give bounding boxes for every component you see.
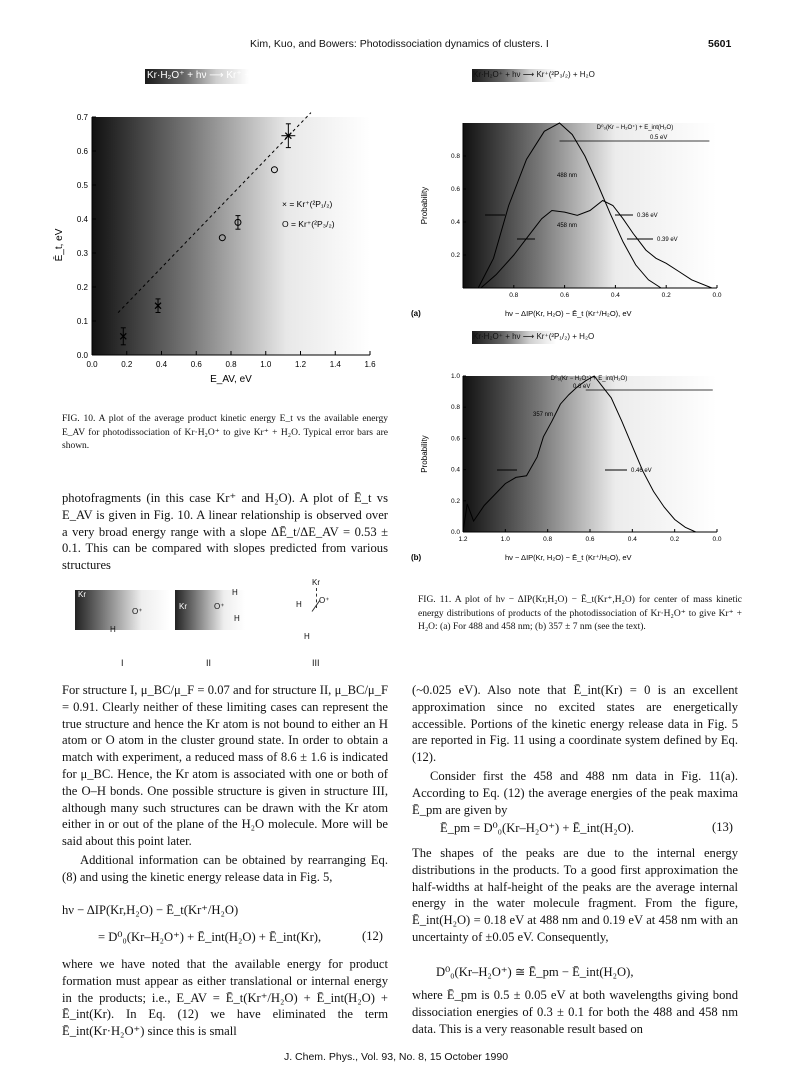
structure-label-I: I: [121, 658, 124, 668]
fig11a-y-tick-label: 0.8: [450, 153, 460, 160]
fig11b-panel-label: (b): [411, 553, 422, 562]
structure-I-o: O⁺: [132, 607, 143, 616]
equation-12-line2: = D⁰₀(Kr–H₂O⁺) + Ē_int(H₂O) + Ē_int(Kr),: [98, 930, 322, 944]
equation-13-number: (13): [712, 820, 733, 834]
fig10-y-tick-label: 0.0: [76, 351, 88, 360]
fig10-x-tick-label: 0.0: [86, 360, 98, 369]
fig11a-y-tick-label: 0.4: [450, 219, 460, 226]
fig11a-x-tick-label: 0.4: [610, 292, 620, 299]
right-paragraph-2: Consider first the 458 and 488 nm data in Fig. 11(a). According to Eq. (12) the average energies of the peak maxima Ē_pm are given by: [412, 769, 738, 817]
fig11a-label-488: 488 nm: [557, 173, 578, 179]
fig11a-y-tick-label: 0.6: [450, 186, 460, 193]
fig10-y-tick-label: 0.3: [76, 249, 88, 258]
fig11a-label-036: 0.36 eV: [637, 213, 658, 219]
fig11a-x-tick-label: 0.6: [560, 292, 570, 299]
fig11a-chart: [405, 115, 725, 330]
structure-II-h2: H: [234, 614, 240, 623]
structure-label-III: III: [312, 658, 320, 668]
structure-II-h: H: [232, 588, 238, 597]
fig10-y-tick-label: 0.5: [76, 181, 88, 190]
fig10-y-tick-label: 0.4: [76, 215, 88, 224]
page-number: 5601: [708, 38, 732, 50]
fig11b-y-tick-label: 0.0: [450, 529, 460, 536]
fig10-plot-background: [92, 117, 370, 355]
fig11b-y-label: Probability: [420, 435, 429, 473]
fig10-y-label: Ē_t, eV: [54, 228, 65, 262]
fig11a-reaction: Kr·H₂O⁺ + hν ⟶ Kr⁺(²P₃/₂) + H₂O: [473, 70, 595, 79]
equation-12-number: (12): [362, 929, 383, 943]
fig11a-label-039: 0.39 eV: [657, 237, 678, 243]
fig11a-annot-d0: D⁰₀(Kr − H₂O⁺) + E_int(H₂O): [596, 125, 674, 131]
fig10-caption: FIG. 10. A plot of the average product kinetic energy E_t vs the available energy E_AV for photodissociation of Kr·H₂O⁺ to give Kr⁺ + H₂O. Typical error bars are shown.: [62, 414, 388, 451]
fig11b-label-046: 0.46 eV: [631, 468, 652, 474]
structure-I-kr: Kr: [78, 590, 86, 599]
fig10-legend-o: O = Kr⁺(²P₃/₂): [282, 219, 335, 229]
structure-II-o: O⁺: [214, 602, 225, 611]
right-paragraph-3: The shapes of the peaks are due to the internal energy distributions in the products. To a good first approximation the half-widths at half-height of the peaks are the average internal energy in the water molecule fragment. From the figure, Ē_int(H₂O) = 0.18 eV at 488 nm and 0.19 eV at 458 nm with an uncertainty of ±0.05 eV. Consequently,: [412, 846, 738, 944]
fig10-x-tick-label: 0.4: [155, 360, 168, 369]
fig11b-annot-d0: D⁰₀(Kr − H₂O⁺) + E_int(H₂O): [550, 376, 628, 382]
structure-label-II: II: [206, 658, 212, 668]
left-paragraph-2: For structure I, μ_BC/μ_F = 0.07 and for structure II, μ_BC/μ_F = 0.91. Clearly neither of these limiting cases can represent the true structure and hence the Kr atom is not bound to either an H atom or O atom in the cluster ground state. In order to obtain a match with experiment, a reduced mass of 8.6 ± 1.6 is indicated for μ_BC. Hence, the Kr atom is associated with one or both of the O–H bonds. One possible structure is given in structure III, although many such structures can be drawn with the Kr atom either in or out of the plane of the H₂O molecule. More will be said about this point later.: [62, 683, 388, 849]
fig11a-x-label: hν − ΔIP(Kr, H₂O) − Ē_t (Kr⁺/H₂O), eV: [505, 309, 632, 318]
right-paragraph-1: (~0.025 eV). Also note that Ē_int(Kr) = 0 is an excellent approximation since no excited states are energetically accessible. Portions of the kinetic energy release data in Fig. 5 are reported in Fig. 11 using a coordinate system defined by Eq. (12).: [412, 683, 738, 765]
fig10-x-tick-label: 0.2: [121, 360, 133, 369]
journal-footer: J. Chem. Phys., Vol. 93, No. 8, 15 October 1990: [283, 1051, 509, 1063]
fig11b-x-tick-label: 0.2: [670, 536, 680, 543]
equation-12-line1: hν − ΔIP(Kr,H₂O) − Ē_t(Kr⁺/H₂O): [62, 903, 239, 917]
fig11a-x-tick-label: 0.2: [661, 292, 671, 299]
fig11b-x-tick-label: 0.4: [627, 536, 637, 543]
fig11b-plot-background: [463, 376, 717, 532]
fig11b-annot-width: 0.6 eV: [573, 384, 591, 390]
fig10-reaction: Kr·H₂O⁺ + hν ⟶ Kr⁺ + H₂O: [147, 70, 272, 81]
fig11b-x-tick-label: 1.2: [458, 536, 468, 543]
structure-III-kr: Kr: [312, 578, 320, 587]
right-paragraph-4: where Ē_pm is 0.5 ± 0.05 eV at both wavelengths giving bond dissociation energies of 0.3 ± 0.1 for both the 488 and 458 nm data. This is a very reasonable result based on: [412, 988, 738, 1036]
fig11a-plot-background: [463, 123, 717, 288]
fig11a-y-tick-label: 0.2: [450, 252, 460, 259]
fig10-chart: [50, 105, 380, 385]
fig11b-reaction: Kr·H₂O⁺ + hν ⟶ Kr⁺(²P₁/₂) + H₂O: [473, 332, 595, 341]
fig11-caption: FIG. 11. A plot of hν − ΔIP(Kr,H₂O) − Ē_t(Kr⁺,H₂O) for center of mass kinetic energy distributions of products of the photodissociation of Kr·H₂O⁺ to give Kr⁺ + H₂O: (a) For 488 and 458 nm; (b) 357 ± 7 nm (see the text).: [418, 595, 742, 632]
structure-I: [75, 590, 170, 630]
fig11b-label-357: 357 nm: [533, 412, 554, 418]
fig11a-annot-width: 0.5 eV: [650, 135, 668, 141]
fig10-y-tick-label: 0.2: [76, 283, 88, 292]
fig11b-y-tick-label: 0.2: [450, 497, 460, 505]
structure-II-kr: Kr: [179, 602, 187, 611]
left-paragraph-3: Additional information can be obtained by rearranging Eq. (8) and using the kinetic energy release data in Fig. 5,: [62, 853, 388, 884]
fig11b-x-tick-label: 1.0: [500, 536, 510, 543]
fig11a-y-label: Probability: [420, 186, 429, 225]
fig10-y-tick-label: 0.6: [76, 147, 88, 156]
structure-III-o: O⁺: [319, 596, 330, 605]
fig11b-y-tick-label: 0.8: [450, 404, 460, 412]
left-paragraph-4: where we have noted that the available energy for product formation must appear as either translational or internal energy in the products; i.e., E_AV = Ē_t(Kr⁺/H₂O) + Ē_int(H₂O) + Ē_int(Kr). In Eq. (12) we have eliminated the term Ē_int(Kr·H₂O⁺) since this is small: [62, 957, 388, 1039]
structure-I-h: H: [110, 625, 116, 634]
fig11b-x-label: hν − ΔIP(Kr, H₂O) − Ē_t (Kr⁺/H₂O), eV: [505, 553, 632, 562]
fig10-legend-x: × = Kr⁺(²P₁/₂): [282, 199, 333, 209]
fig10-x-tick-label: 1.2: [294, 360, 307, 369]
fig10-x-tick-label: 0.6: [190, 360, 202, 369]
fig10-y-tick-label: 0.7: [76, 113, 88, 122]
equation-13: Ē_pm = D⁰₀(Kr–H₂O⁺) + Ē_int(H₂O).: [440, 821, 635, 835]
fig11a-x-tick-label: 0.8: [509, 292, 519, 299]
fig10-y-tick-label: 0.1: [76, 317, 88, 326]
fig11b-x-tick-label: 0.6: [585, 536, 595, 543]
fig10-x-tick-label: 1.0: [260, 360, 272, 369]
fig10-x-tick-label: 1.4: [329, 360, 341, 369]
fig11a-label-458: 458 nm: [557, 223, 578, 229]
fig11b-x-tick-label: 0.0: [712, 536, 722, 543]
fig11b-chart: [405, 368, 725, 574]
fig11b-y-tick-label: 1.0: [450, 373, 460, 380]
fig11b-y-tick-label: 0.4: [450, 466, 460, 474]
running-head: Kim, Kuo, and Bowers: Photodissociation dynamics of clusters. I: [250, 38, 549, 50]
fig10-x-label: E_AV, eV: [210, 374, 252, 385]
structure-III-h: H: [296, 600, 302, 609]
fig11a-panel-label: (a): [411, 309, 421, 318]
left-paragraph-1: photofragments (in this case Kr⁺ and H₂O). A plot of Ē_t vs E_AV is given in Fig. 10. A linear relationship is observed over a very broad energy range with a slope ΔĒ_t/ΔE_AV = 0.53 ± 0.1. This can be compared with slopes predicted from various structures: [62, 491, 388, 573]
fig11a-x-tick-label: 0.0: [712, 292, 722, 299]
fig10-x-tick-label: 1.6: [364, 360, 376, 369]
structure-III-h2: H: [304, 632, 310, 641]
equation-14: D⁰₀(Kr–H₂O⁺) ≅ Ē_pm − Ē_int(H₂O),: [436, 965, 634, 979]
fig11b-y-tick-label: 0.6: [450, 435, 460, 443]
fig10-x-tick-label: 0.8: [225, 360, 237, 369]
fig11b-x-tick-label: 0.8: [543, 536, 553, 543]
